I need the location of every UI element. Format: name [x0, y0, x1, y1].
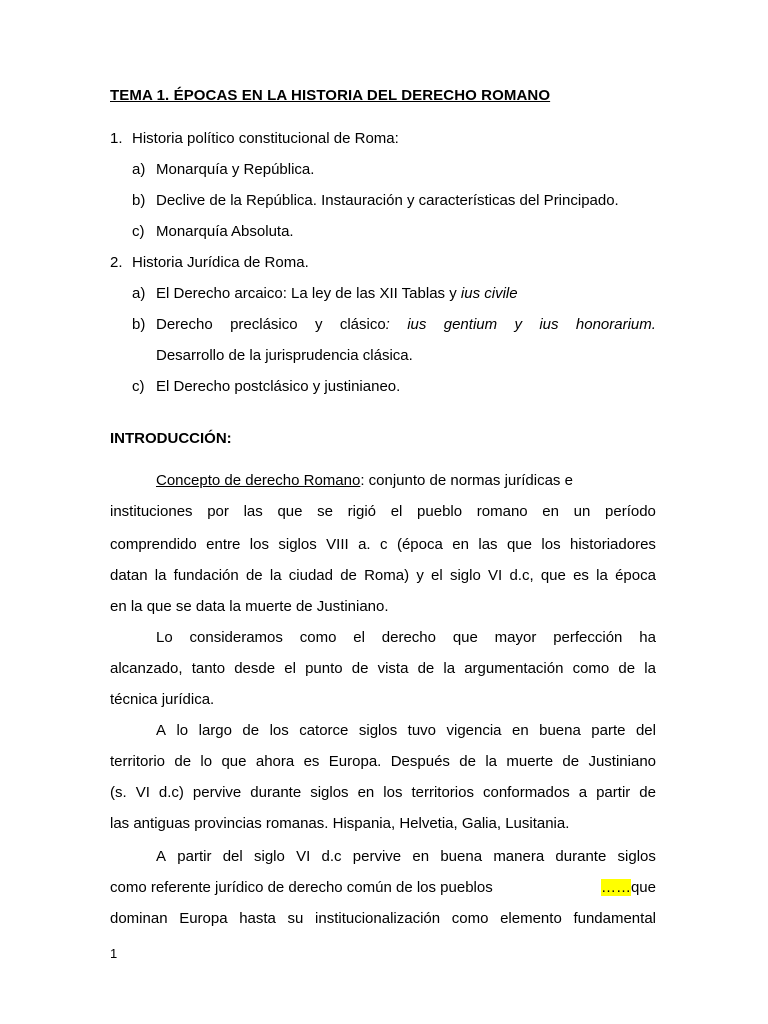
word: buena — [440, 848, 483, 865]
outline-item-1b — [132, 192, 619, 209]
word: VI — [296, 848, 311, 865]
word: de — [245, 567, 263, 584]
outline-text: Historia político constitucional de Roma: — [132, 130, 399, 147]
outline-text: Monarquía Absoluta. — [156, 223, 294, 240]
outline-letter: c) — [132, 223, 145, 240]
paragraph-3-line-1 — [156, 722, 656, 739]
word: Europa — [179, 910, 228, 927]
word: territorios — [411, 784, 474, 801]
word: como — [299, 629, 337, 646]
word: ha — [639, 629, 656, 646]
paragraph-1-line-2 — [110, 503, 656, 520]
word: de — [618, 660, 636, 677]
word: un — [573, 503, 591, 520]
word: c — [380, 536, 388, 553]
highlighted-ellipsis: …… — [600, 879, 631, 896]
word: pervive — [192, 784, 242, 801]
line-text: que — [630, 879, 656, 896]
word: Después — [390, 753, 450, 770]
paragraph-1-line-3 — [110, 536, 656, 553]
word: la — [154, 567, 167, 584]
word: lo — [176, 722, 189, 739]
word: que — [540, 567, 566, 584]
word: tanto — [191, 660, 226, 677]
word: perfección — [553, 629, 623, 646]
paragraph-4-line-2 — [110, 879, 656, 896]
word: romano — [476, 503, 528, 520]
word: dominan — [110, 910, 168, 927]
word: del — [222, 848, 243, 865]
outline-text: Monarquía y República. — [156, 161, 315, 178]
word: en — [412, 848, 430, 865]
word: es — [303, 753, 320, 770]
word: partir — [596, 784, 631, 801]
paragraph-1-line-5: en la que se data la muerte de Justiniano. — [110, 598, 389, 615]
word: VI — [488, 567, 503, 584]
word: consideramos — [189, 629, 283, 646]
word: siglos — [310, 784, 349, 801]
word: derecho — [381, 629, 436, 646]
word: comprendido — [110, 536, 197, 553]
word: la — [443, 660, 456, 677]
paragraph-2-line-3: técnica jurídica. — [110, 691, 215, 708]
outline-text: Historia Jurídica de Roma. — [132, 254, 309, 271]
concept-term: Concepto de derecho Romano — [156, 472, 361, 489]
word: instituciones — [110, 503, 193, 520]
outline-text: El Derecho postclásico y justinianeo. — [156, 378, 401, 395]
word: lo — [200, 753, 213, 770]
word: se — [317, 503, 333, 520]
outline-item-1c — [132, 223, 294, 240]
word: manera — [493, 848, 545, 865]
word: VIII — [326, 536, 349, 553]
word: historiadores — [570, 536, 656, 553]
word: la — [644, 660, 656, 677]
word: los — [383, 784, 403, 801]
word: conformados — [483, 784, 570, 801]
word: la — [485, 753, 497, 770]
word: el — [284, 660, 296, 677]
paragraph-3-line-4: las antiguas provincias romanas. Hispania, Helvetia, Galia, Lusitania. — [110, 815, 570, 832]
word: catorce — [299, 722, 349, 739]
outline-item-2c — [132, 378, 400, 395]
word: partir — [177, 848, 212, 865]
word: que — [277, 503, 303, 520]
word: largo — [198, 722, 232, 739]
word: de — [639, 784, 656, 801]
word: vista — [377, 660, 409, 677]
word: gentium — [443, 316, 498, 333]
word: fundamental — [573, 910, 656, 927]
outline-item-1a — [132, 161, 314, 178]
word: en — [511, 722, 529, 739]
word: (s. — [110, 784, 127, 801]
word: la — [269, 567, 282, 584]
word: hasta — [239, 910, 276, 927]
word: territorio — [110, 753, 166, 770]
word: y — [416, 567, 424, 584]
outline-letter: a) — [132, 285, 146, 302]
word: como — [572, 660, 610, 677]
word: desde — [234, 660, 276, 677]
word: A — [156, 722, 167, 739]
word: siglos — [617, 848, 656, 865]
word: datan — [110, 567, 148, 584]
word: los — [269, 722, 289, 739]
outline-item-1 — [110, 130, 399, 147]
word: d.c — [321, 848, 342, 865]
word: siglo — [253, 848, 285, 865]
word: de — [417, 660, 435, 677]
word: d.c, — [509, 567, 534, 584]
word: punto — [305, 660, 343, 677]
word: de — [459, 753, 476, 770]
paragraph-4-line-1 — [156, 848, 656, 865]
word: en — [542, 503, 559, 520]
word: como — [451, 910, 489, 927]
word: buena — [539, 722, 581, 739]
word: tuvo — [407, 722, 437, 739]
word: A — [156, 848, 167, 865]
word: fundación — [173, 567, 239, 584]
outline-italic-text: ius civile — [460, 285, 518, 302]
paragraph-3-line-2 — [110, 753, 656, 770]
word: parte — [591, 722, 626, 739]
outline-item-2 — [110, 254, 309, 271]
word: siglos — [278, 536, 317, 553]
outline-item-2b-letter — [132, 316, 156, 333]
word: : — [385, 316, 390, 333]
word: de — [242, 722, 260, 739]
word: la — [596, 567, 608, 584]
word: el — [431, 567, 443, 584]
word: ius — [407, 316, 427, 333]
word: a — [578, 784, 588, 801]
word: que — [506, 536, 532, 553]
word: pueblo — [417, 503, 463, 520]
word: Roma) — [364, 567, 410, 584]
word: de — [174, 753, 192, 770]
word: institucionalización — [315, 910, 441, 927]
outline-item-2b-line2 — [156, 347, 413, 364]
page-number: 1 — [110, 946, 118, 961]
paragraph-2-line-2 — [110, 660, 656, 677]
page-title: TEMA 1. ÉPOCAS EN LA HISTORIA DEL DERECHO ROMANO — [110, 87, 551, 104]
outline-item-2b-line1 — [156, 316, 656, 333]
word: pervive — [352, 848, 402, 865]
word: clásico — [339, 316, 386, 333]
line-text: como referente jurídico de derecho común de los pueblos — [110, 879, 493, 896]
word: es — [573, 567, 589, 584]
word: de — [562, 753, 580, 770]
word: período — [605, 503, 656, 520]
word: (época — [396, 536, 443, 553]
word: del — [635, 722, 656, 739]
word: en — [357, 784, 375, 801]
word: y — [514, 316, 522, 333]
word: VI — [135, 784, 150, 801]
word: su — [287, 910, 304, 927]
paragraph-1-line-1 — [156, 472, 656, 489]
outline-number: 1. — [110, 130, 123, 147]
outline-text: Desarrollo de la jurisprudencia clásica. — [156, 347, 413, 364]
paragraph-2-line-1 — [156, 629, 656, 646]
word: muerte — [506, 753, 554, 770]
word: ciudad — [288, 567, 333, 584]
outline-item-2a — [132, 285, 518, 302]
word: por — [207, 503, 229, 520]
word: mayor — [494, 629, 537, 646]
outline-number: 2. — [110, 254, 123, 271]
word: siglo — [449, 567, 481, 584]
word: rigió — [347, 503, 377, 520]
word: Derecho — [156, 316, 213, 333]
word: honorarium. — [575, 316, 656, 333]
paragraph-4-line-3 — [110, 910, 656, 927]
section-heading: INTRODUCCIÓN: — [110, 430, 232, 447]
word: Europa. — [328, 753, 382, 770]
word: las — [243, 503, 263, 520]
paragraph-3-line-3 — [110, 784, 656, 801]
word: a. — [358, 536, 371, 553]
word: el — [353, 629, 365, 646]
word: siglos — [358, 722, 398, 739]
word: época — [615, 567, 656, 584]
word: de — [340, 567, 357, 584]
word: que — [221, 753, 247, 770]
word: argumentación — [464, 660, 564, 677]
word: durante — [250, 784, 302, 801]
outline-text: Declive de la República. Instauración y características del Principado. — [156, 192, 619, 209]
word: d.c) — [158, 784, 184, 801]
outline-letter: c) — [132, 378, 145, 395]
word: las — [478, 536, 498, 553]
word: los — [249, 536, 269, 553]
outline-text: El Derecho arcaico: La ley de las XII Tablas y — [156, 285, 461, 302]
outline-letter: a) — [132, 161, 146, 178]
word: ius — [539, 316, 559, 333]
word: elemento — [500, 910, 562, 927]
line-text: : conjunto de normas jurídicas e — [360, 472, 573, 489]
word: en — [452, 536, 469, 553]
word: durante — [555, 848, 607, 865]
word: entre — [206, 536, 241, 553]
outline-letter: b) — [132, 192, 146, 209]
word: Justiniano — [588, 753, 656, 770]
word: los — [541, 536, 561, 553]
word: Lo — [156, 629, 173, 646]
word: vigencia — [446, 722, 502, 739]
word: el — [390, 503, 403, 520]
outline-letter: b) — [132, 316, 146, 333]
word: de — [351, 660, 369, 677]
word: ahora — [255, 753, 295, 770]
paragraph-1-line-4 — [110, 567, 656, 584]
word: preclásico — [230, 316, 298, 333]
word: y — [314, 316, 323, 333]
word: que — [452, 629, 478, 646]
word: alcanzado, — [110, 660, 183, 677]
